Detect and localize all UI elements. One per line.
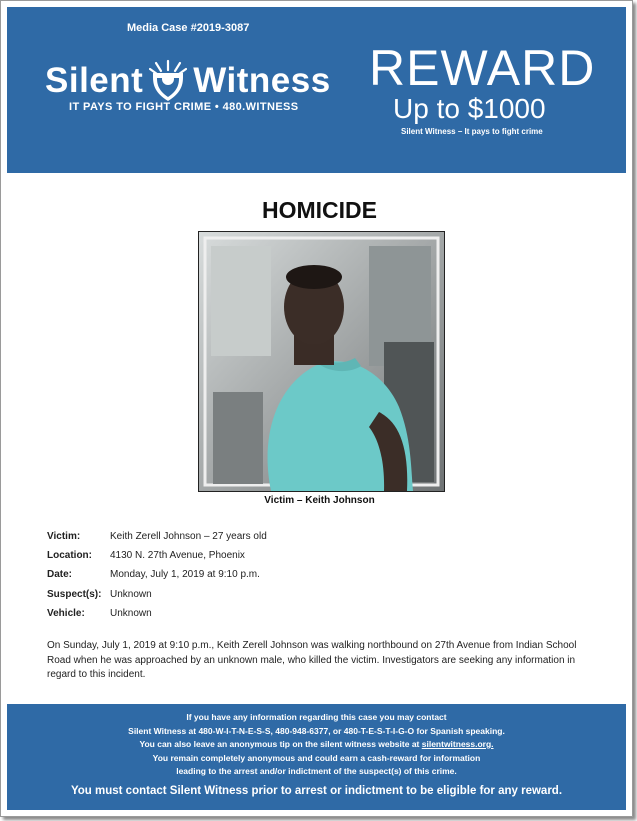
reward-title: REWARD: [369, 40, 596, 96]
victim-photo-image: [199, 232, 444, 491]
contact-line: Silent Witness at 480-W-I-T-N-E-S-S, 480-948-6377, or 480-T-E-S-T-I-G-O for Spanish speaking.: [128, 725, 505, 736]
header-band: [7, 7, 626, 173]
website-prefix: You can also leave an anonymous tip on the silent witness website at: [139, 739, 422, 749]
footer-band: [7, 704, 626, 810]
reward-eligibility-notice: You must contact Silent Witness prior to arrest or indictment to be eligible for any reward.: [70, 784, 563, 797]
crime-type-heading: HOMICIDE: [262, 197, 377, 223]
detail-row-suspects: [47, 589, 267, 608]
contact-line: If you have any information regarding this case you may contact: [186, 712, 447, 722]
sunburst-shield-icon: [149, 59, 187, 103]
detail-value: Unknown: [110, 588, 152, 600]
logo-word-left: Silent: [45, 61, 144, 100]
reward-amount: Up to $1000: [393, 93, 546, 124]
detail-value: Monday, July 1, 2019 at 9:10 p.m.: [110, 569, 260, 581]
detail-label: Suspect(s):: [47, 588, 102, 600]
media-case-number: Media Case #2019-3087: [127, 22, 250, 34]
logo-tagline: IT PAYS TO FIGHT CRIME • 480.WITNESS: [69, 101, 299, 113]
victim-photo: [198, 231, 445, 492]
detail-row-victim: [47, 531, 267, 550]
detail-value: Keith Zerell Johnson – 27 years old: [110, 531, 267, 542]
photo-caption: Victim – Keith Johnson: [264, 495, 375, 506]
case-narrative: On Sunday, July 1, 2019 at 9:10 p.m., Keith Zerell Johnson was walking northbound on 27th Avenue from Indian School Road when he was approached by an unknown male, who killed the victim. Investigators are seeking any information in regard to this incident.: [47, 640, 577, 680]
case-details: [47, 531, 267, 627]
silent-witness-logo: [45, 59, 331, 103]
detail-row-vehicle: [47, 608, 267, 627]
detail-label: Date:: [47, 569, 73, 581]
detail-label: Vehicle:: [47, 607, 85, 619]
contact-line: leading to the arrest and/or indictment of the suspect(s) of this crime.: [176, 766, 457, 776]
logo-word-right: Witness: [193, 61, 331, 100]
detail-label: Victim:: [47, 531, 81, 542]
detail-value: Unknown: [110, 607, 152, 619]
detail-label: Location:: [47, 550, 92, 562]
detail-row-date: [47, 569, 267, 588]
reward-tagline: Silent Witness – It pays to fight crime: [401, 127, 543, 136]
contact-info: [7, 704, 626, 779]
contact-line-website: [7, 738, 626, 752]
detail-value: 4130 N. 27th Avenue, Phoenix: [110, 550, 245, 562]
website-link[interactable]: silentwitness.org.: [421, 739, 494, 749]
contact-line: You remain completely anonymous and could earn a cash-reward for information: [152, 752, 481, 763]
detail-row-location: [47, 550, 267, 569]
